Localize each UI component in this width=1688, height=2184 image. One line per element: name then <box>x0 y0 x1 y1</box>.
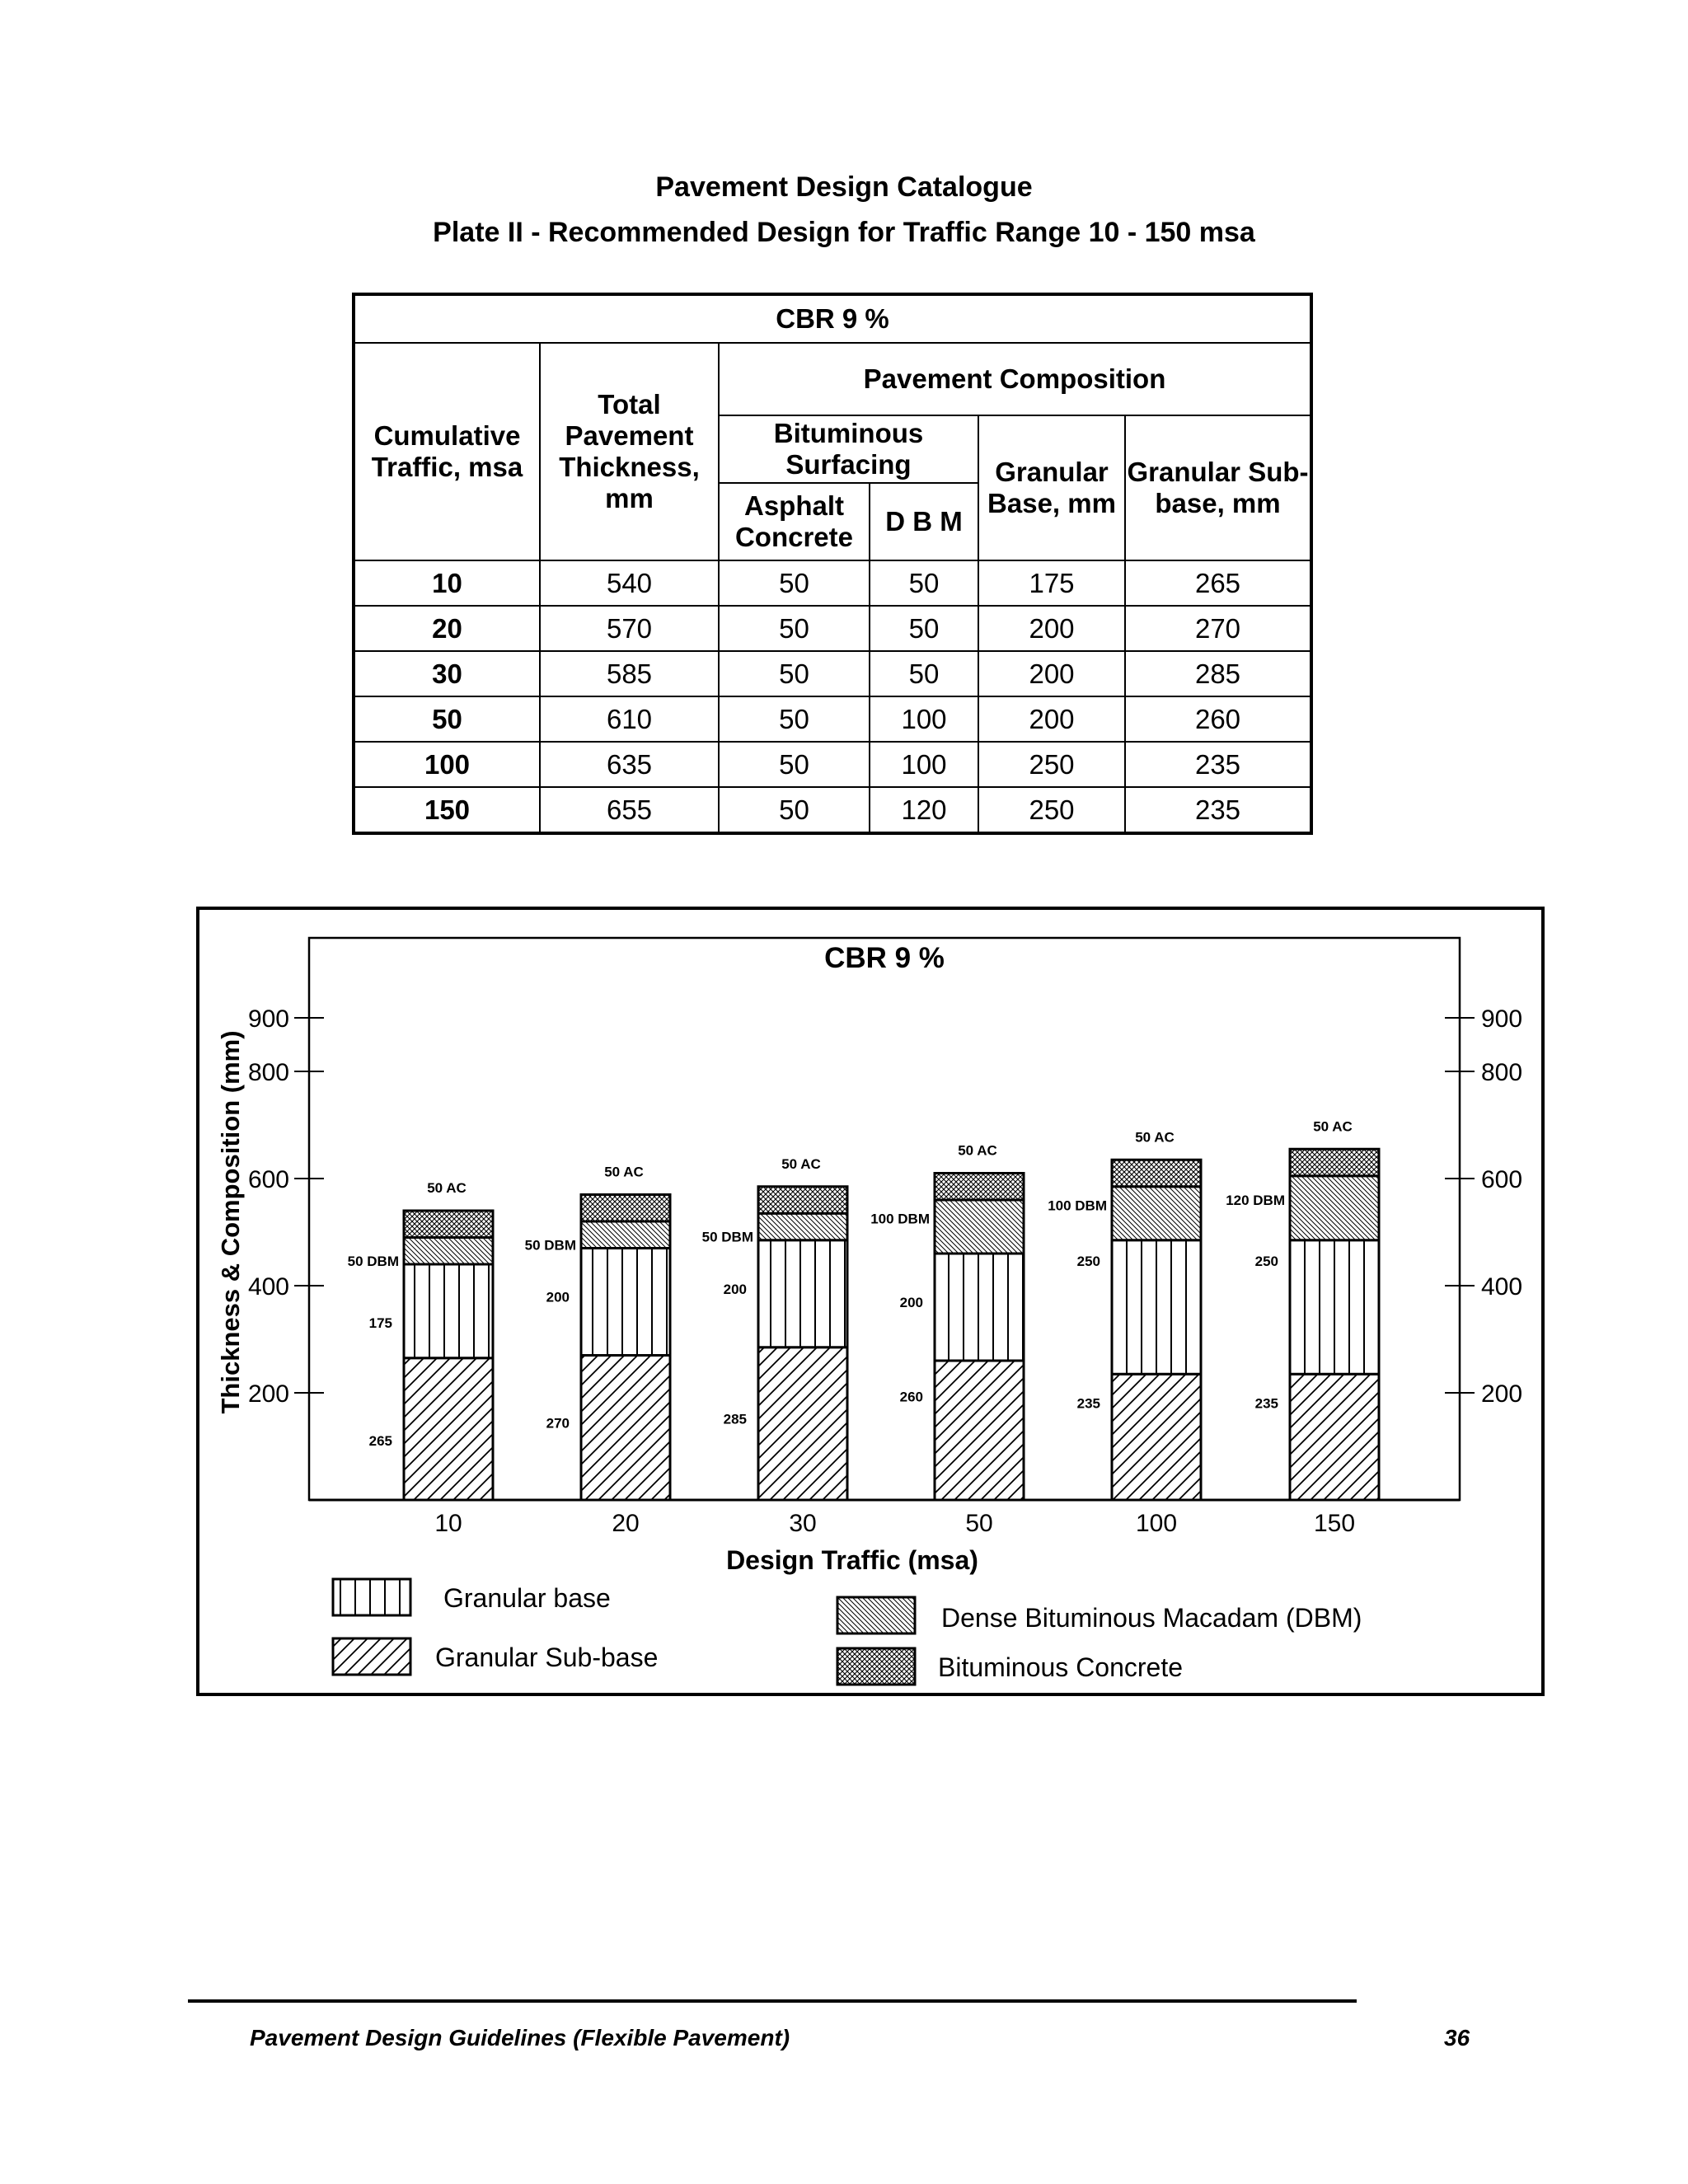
label-dbm: 120 DBM <box>1226 1192 1285 1208</box>
legend-label: Dense Bituminous Macadam (DBM) <box>941 1603 1362 1633</box>
y-tick-label-right: 900 <box>1481 1005 1523 1033</box>
y-tick-label-left: 900 <box>247 1005 289 1033</box>
bar-segment-dbm <box>935 1200 1024 1254</box>
chart-frame <box>196 907 1545 1696</box>
cell-subbase: 235 <box>1125 787 1311 833</box>
legend-swatch <box>333 1579 410 1615</box>
cell-traffic: 10 <box>354 560 540 606</box>
y-tick-label-left: 400 <box>247 1273 289 1301</box>
label-ac: 50 AC <box>781 1155 821 1172</box>
cell-base: 200 <box>978 651 1125 696</box>
x-tick-label: 150 <box>1313 1510 1356 1537</box>
y-tick-label-right: 600 <box>1481 1166 1523 1193</box>
col-total-thickness: Total Pavement Thickness, mm <box>540 343 719 560</box>
legend-swatch <box>837 1648 915 1685</box>
label-subbase: 265 <box>368 1432 392 1449</box>
y-tick-label-left: 200 <box>247 1380 289 1408</box>
bar-segment-ac <box>581 1195 670 1222</box>
y-tick-label-right: 400 <box>1481 1273 1523 1301</box>
label-ac: 50 AC <box>427 1180 467 1196</box>
bar-segment-subbase <box>935 1361 1024 1500</box>
cell-subbase: 270 <box>1125 606 1311 651</box>
x-tick-label: 30 <box>789 1510 817 1537</box>
cell-ac: 50 <box>719 787 870 833</box>
cell-dbm: 50 <box>870 651 978 696</box>
legend-label: Granular Sub-base <box>435 1643 659 1672</box>
cell-subbase: 265 <box>1125 560 1311 606</box>
label-ac: 50 AC <box>1135 1129 1175 1146</box>
bar-segment-dbm <box>758 1213 847 1240</box>
cell-traffic: 20 <box>354 606 540 651</box>
bar-segment-dbm <box>581 1221 670 1249</box>
cell-base: 175 <box>978 560 1125 606</box>
x-tick-label: 100 <box>1135 1510 1178 1537</box>
cell-traffic: 100 <box>354 742 540 787</box>
bar-segment-base <box>935 1254 1024 1361</box>
label-base: 200 <box>546 1289 570 1305</box>
col-bituminous-surfacing: Bituminous Surfacing <box>719 415 978 483</box>
cell-subbase: 260 <box>1125 696 1311 742</box>
cell-dbm: 100 <box>870 696 978 742</box>
cell-subbase: 235 <box>1125 742 1311 787</box>
cell-total: 540 <box>540 560 719 606</box>
label-dbm: 100 DBM <box>870 1211 930 1227</box>
legend-label: Granular base <box>443 1583 611 1613</box>
table-cbr-header: CBR 9 % <box>354 294 1311 343</box>
label-subbase: 235 <box>1076 1395 1100 1412</box>
footer-document-name: Pavement Design Guidelines (Flexible Pavement) <box>250 2025 790 2050</box>
label-dbm: 50 DBM <box>347 1253 399 1269</box>
cell-dbm: 100 <box>870 742 978 787</box>
label-subbase: 260 <box>899 1389 923 1405</box>
y-tick-label-right: 200 <box>1481 1380 1523 1408</box>
cell-base: 250 <box>978 742 1125 787</box>
x-tick-label: 50 <box>965 1510 993 1537</box>
cell-traffic: 50 <box>354 696 540 742</box>
document-subtitle: Plate II - Recommended Design for Traffic Range 10 - 150 msa <box>433 217 1255 248</box>
label-subbase: 285 <box>723 1411 747 1427</box>
table-row <box>354 696 1311 742</box>
cell-ac: 50 <box>719 696 870 742</box>
y-tick-label-left: 800 <box>247 1059 289 1086</box>
cell-total: 655 <box>540 787 719 833</box>
bar-segment-subbase <box>1112 1374 1201 1500</box>
col-granular-subbase: Granular Sub-base, mm <box>1125 415 1311 560</box>
label-dbm: 50 DBM <box>701 1229 753 1245</box>
x-axis-label: Design Traffic (msa) <box>726 1545 978 1575</box>
legend-swatch <box>837 1597 915 1633</box>
chart-title: CBR 9 % <box>824 942 945 974</box>
cell-base: 200 <box>978 696 1125 742</box>
cell-dbm: 120 <box>870 787 978 833</box>
bar-segment-subbase <box>758 1347 847 1500</box>
label-base: 200 <box>899 1295 923 1310</box>
table-row <box>354 787 1311 833</box>
label-ac: 50 AC <box>604 1164 644 1180</box>
legend-swatch <box>333 1638 410 1675</box>
legend-label: Bituminous Concrete <box>938 1652 1184 1682</box>
footer-page-number: 36 <box>1444 2025 1470 2050</box>
cell-total: 610 <box>540 696 719 742</box>
bar-segment-ac <box>1290 1149 1379 1176</box>
label-base: 250 <box>1254 1254 1278 1269</box>
label-subbase: 235 <box>1254 1395 1278 1412</box>
cell-traffic: 30 <box>354 651 540 696</box>
col-pavement-composition: Pavement Composition <box>719 343 1311 415</box>
label-dbm: 100 DBM <box>1048 1197 1107 1214</box>
cell-base: 250 <box>978 787 1125 833</box>
cell-subbase: 285 <box>1125 651 1311 696</box>
bar-segment-ac <box>758 1187 847 1214</box>
bar-segment-base <box>1290 1240 1379 1375</box>
bar-segment-base <box>1112 1240 1201 1375</box>
label-ac: 50 AC <box>958 1142 997 1159</box>
y-tick-label-right: 800 <box>1481 1059 1523 1086</box>
bar-segment-dbm <box>404 1238 493 1265</box>
bar-segment-dbm <box>1290 1176 1379 1240</box>
label-dbm: 50 DBM <box>524 1237 576 1254</box>
label-base: 250 <box>1076 1254 1100 1269</box>
x-tick-label: 10 <box>434 1510 462 1537</box>
label-ac: 50 AC <box>1313 1118 1353 1135</box>
stacked-bar-chart <box>199 910 1541 1693</box>
bar-segment-dbm <box>1112 1187 1201 1240</box>
table-row <box>354 651 1311 696</box>
label-base: 200 <box>723 1281 747 1297</box>
cell-dbm: 50 <box>870 560 978 606</box>
cell-total: 570 <box>540 606 719 651</box>
cell-dbm: 50 <box>870 606 978 651</box>
bar-segment-subbase <box>581 1356 670 1501</box>
table-row <box>354 742 1311 787</box>
cell-ac: 50 <box>719 742 870 787</box>
bar-segment-subbase <box>1290 1374 1379 1500</box>
cell-total: 635 <box>540 742 719 787</box>
cell-traffic: 150 <box>354 787 540 833</box>
x-tick-label: 20 <box>612 1510 640 1537</box>
design-table <box>352 293 1313 835</box>
cell-total: 585 <box>540 651 719 696</box>
cell-ac: 50 <box>719 560 870 606</box>
table-row <box>354 606 1311 651</box>
bar-segment-ac <box>404 1211 493 1238</box>
footer-rule <box>188 1999 1357 2003</box>
bar-segment-ac <box>1112 1160 1201 1187</box>
bar-segment-base <box>404 1264 493 1358</box>
label-base: 175 <box>368 1315 392 1331</box>
bar-segment-base <box>581 1249 670 1356</box>
y-tick-label-left: 600 <box>247 1166 289 1193</box>
y-axis-label: Thickness & Composition (mm) <box>216 1030 245 1414</box>
cell-base: 200 <box>978 606 1125 651</box>
col-dbm: D B M <box>870 483 978 560</box>
col-cumulative-traffic: Cumulative Traffic, msa <box>354 343 540 560</box>
table-row <box>354 560 1311 606</box>
label-subbase: 270 <box>546 1415 570 1432</box>
bar-segment-ac <box>935 1174 1024 1201</box>
bar-segment-base <box>758 1240 847 1347</box>
cell-ac: 50 <box>719 606 870 651</box>
bar-segment-subbase <box>404 1358 493 1500</box>
col-asphalt-concrete: Asphalt Concrete <box>719 483 870 560</box>
document-title: Pavement Design Catalogue <box>655 171 1033 203</box>
col-granular-base: Granular Base, mm <box>978 415 1125 560</box>
cell-ac: 50 <box>719 651 870 696</box>
